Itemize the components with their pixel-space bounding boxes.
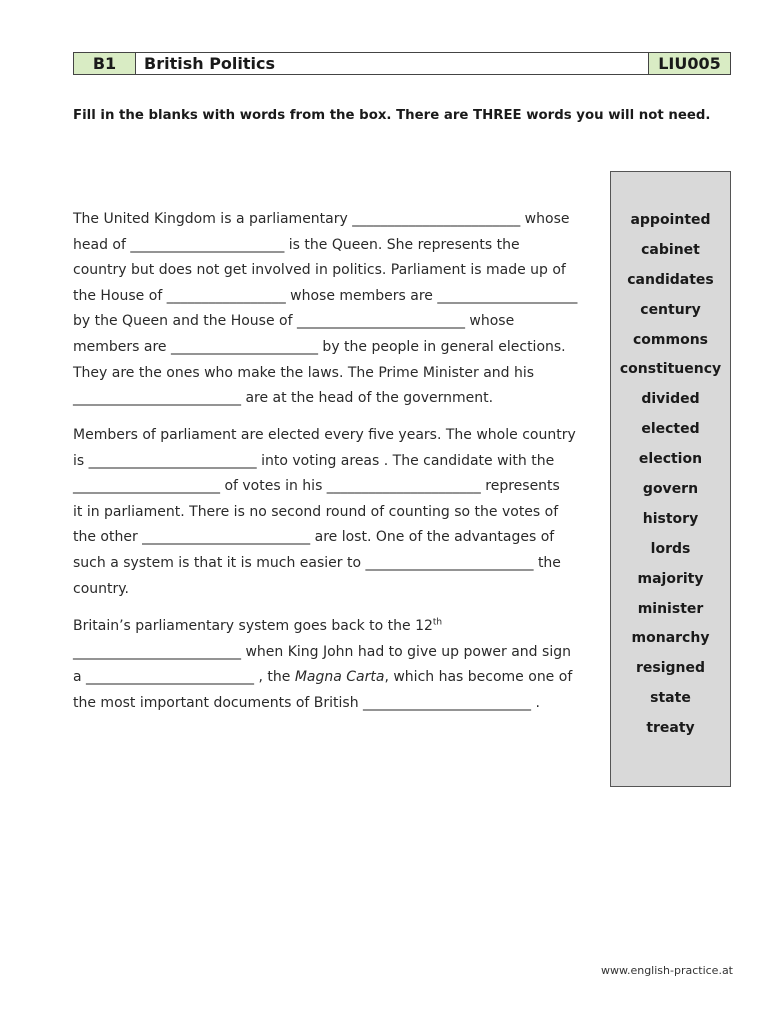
worksheet-title: British Politics <box>144 54 276 73</box>
word-item: lords <box>650 540 691 557</box>
level-badge: B1 <box>74 53 136 74</box>
paragraph-1-line: members are _____________________ by the people in general elections. <box>73 338 566 355</box>
paragraph-1-line: They are the ones who make the laws. The Prime Minister and his <box>73 364 535 381</box>
paragraph-2 <box>73 423 608 602</box>
paragraph-1-line: head of ______________________ is the Queen. She represents the <box>73 236 520 253</box>
worksheet-header <box>73 52 731 75</box>
paragraph-3-line3-after: , which has become one of <box>384 669 573 686</box>
word-item: election <box>638 451 703 468</box>
paragraph-3-line: the most important documents of British ________________________ . <box>73 694 540 711</box>
paragraph-1-line: ________________________ are at the head of the government. <box>73 390 494 407</box>
ordinal-superscript: th <box>432 617 443 628</box>
word-box <box>610 171 731 787</box>
word-item: cabinet <box>641 241 700 258</box>
worksheet-code: LIU005 <box>648 53 730 74</box>
word-item: elected <box>641 421 700 438</box>
word-item: divided <box>641 391 700 408</box>
paragraph-2-line: country. <box>73 580 129 597</box>
word-item: treaty <box>646 720 695 737</box>
word-item: candidates <box>627 271 714 288</box>
paragraph-3 <box>73 614 608 716</box>
word-item: appointed <box>630 212 711 228</box>
paragraph-3-line1-text: Britain’s parliamentary system goes back to the 12 <box>73 618 433 634</box>
paragraph-1 <box>73 207 608 412</box>
word-item: resigned <box>635 660 706 677</box>
paragraph-2-line: _____________________ of votes in his ______________________ represents <box>73 478 560 495</box>
paragraph-2-line: is ________________________ into voting areas . The candidate with the <box>73 452 555 469</box>
instruction-text: Fill in the blanks with words from the box. There are THREE words you will not need. <box>73 108 711 123</box>
paragraph-1-line: The United Kingdom is a parliamentary ________________________ whose <box>73 211 570 227</box>
word-item: constituency <box>619 361 722 378</box>
word-item: monarchy <box>631 630 710 647</box>
word-item: history <box>642 510 699 527</box>
paragraph-3-line <box>73 614 608 640</box>
paragraph-3-line: ________________________ when King John had to give up power and sign <box>73 643 571 660</box>
magna-carta-italic: Magna Carta <box>294 669 385 686</box>
word-item: minister <box>637 600 704 617</box>
word-item: commons <box>632 331 708 348</box>
paragraph-3-line3-before: a ________________________ , the <box>73 669 295 686</box>
paragraph-2-line: it in parliament. There is no second round of counting so the votes of <box>73 503 559 520</box>
word-item: century <box>640 301 701 318</box>
word-list <box>611 172 730 744</box>
paragraph-1-line: by the Queen and the House of ________________________ whose <box>73 313 515 330</box>
paragraph-2-line: Members of parliament are elected every five years. The whole country <box>73 427 576 443</box>
paragraph-3-line <box>73 665 608 691</box>
paragraph-2-line: the other ________________________ are lost. One of the advantages of <box>73 529 555 546</box>
word-item: state <box>650 690 691 707</box>
paragraph-1-line: the House of _________________ whose members are ____________________ <box>73 287 578 304</box>
word-item: majority <box>637 570 704 587</box>
word-item: govern <box>642 481 699 498</box>
paragraph-1-line: country but does not get involved in politics. Parliament is made up of <box>73 262 566 279</box>
paragraph-2-line: such a system is that it is much easier to ________________________ the <box>73 554 561 571</box>
footer-url: www.english-practice.at <box>600 964 733 977</box>
